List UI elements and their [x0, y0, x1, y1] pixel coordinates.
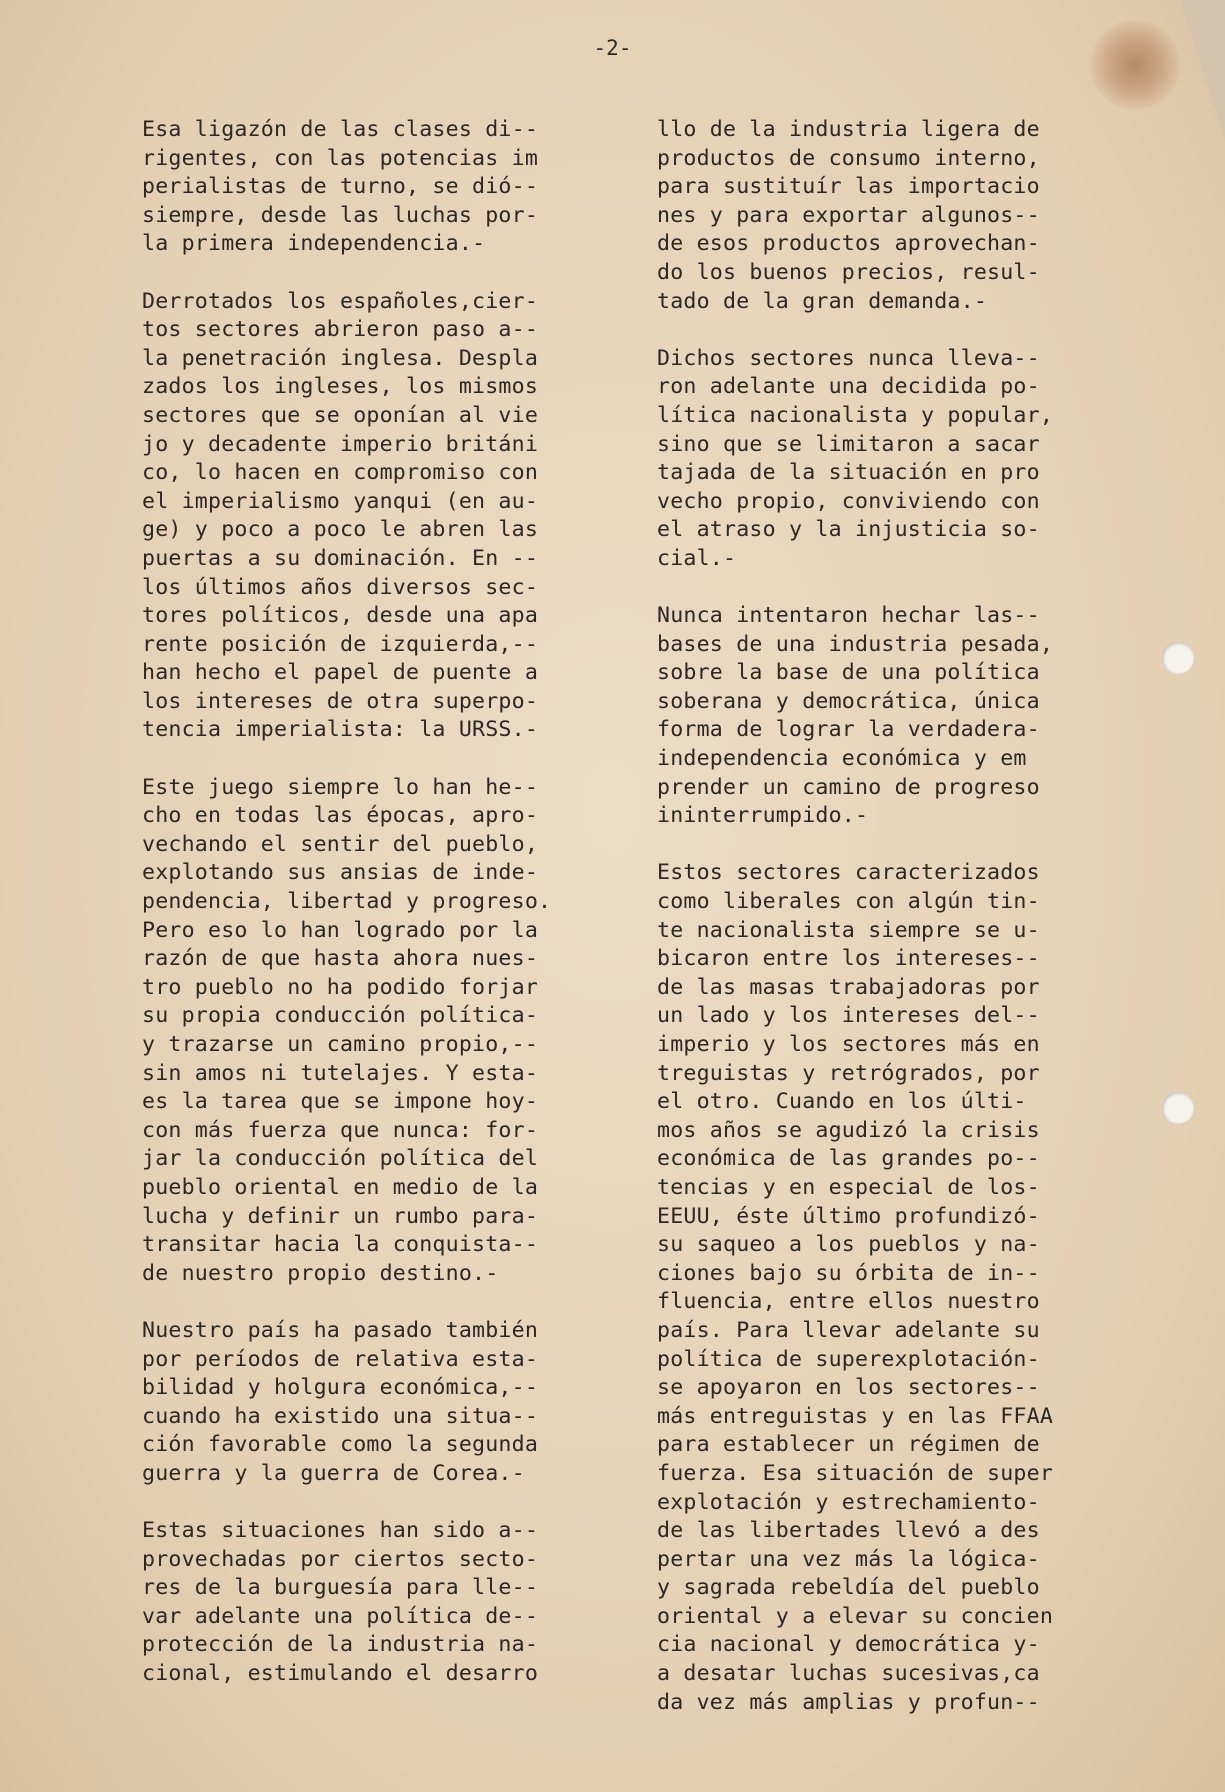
text-line: para sustituír las importacio	[657, 174, 1040, 200]
text-line: de nuestro propio destino.-	[142, 1260, 499, 1286]
text-line: explotando sus ansias de inde-	[142, 860, 539, 886]
paragraph	[142, 116, 551, 259]
text-line: explotación y estrechamiento-	[657, 1489, 1040, 1515]
text-line: con más fuerza que nunca: for-	[142, 1117, 539, 1143]
text-line: se apoyaron en los sectores--	[657, 1375, 1040, 1401]
text-column-right	[657, 116, 1053, 1746]
text-line: sobre la base de una política	[657, 660, 1040, 686]
text-line: jo y decadente imperio británi	[142, 431, 539, 457]
text-line: a desatar luchas sucesivas,ca	[657, 1661, 1040, 1687]
page-number: -2-	[593, 36, 632, 60]
text-line: protección de la industria na-	[142, 1632, 539, 1658]
text-line: da vez más amplias y profun--	[657, 1689, 1040, 1715]
text-line: razón de que hasta ahora nues-	[142, 946, 539, 972]
text-line: tos sectores abrieron paso a--	[142, 317, 539, 343]
paragraph	[142, 774, 551, 1289]
text-line: sino que se limitaron a sacar	[657, 431, 1040, 457]
text-line: forma de lograr la verdadera-	[657, 717, 1040, 743]
text-line: su saqueo a los pueblos y na-	[657, 1232, 1040, 1258]
text-line: rente posición de izquierda,--	[142, 631, 539, 657]
text-line: el imperialismo yanqui (en au-	[142, 488, 539, 514]
text-line: sin amos ni tutelajes. Y esta-	[142, 1060, 539, 1086]
text-line: Derrotados los españoles,cier-	[142, 288, 539, 314]
text-line: es la tarea que se impone hoy-	[142, 1089, 539, 1115]
text-line: ininterrumpido.-	[657, 803, 869, 829]
text-line: imperio y los sectores más en	[657, 1032, 1040, 1057]
text-line: bicaron entre los intereses--	[657, 946, 1040, 972]
text-line: país. Para llevar adelante su	[657, 1317, 1040, 1343]
text-line: pueblo oriental en medio de la	[142, 1174, 539, 1200]
text-line: bases de una industria pesada,	[657, 631, 1054, 657]
text-line: cuando ha existido una situa--	[142, 1403, 539, 1429]
text-line: el otro. Cuando en los últi-	[657, 1089, 1027, 1115]
text-line: pertar una vez más la lógica-	[657, 1546, 1040, 1572]
text-line: vecho propio, conviviendo con	[657, 488, 1040, 514]
text-line: mos años se agudizó la crisis	[657, 1117, 1040, 1143]
text-line: cial.-	[657, 545, 737, 571]
text-line: EEUU, éste último profundizó-	[657, 1203, 1040, 1229]
text-line: política de superexplotación-	[657, 1346, 1040, 1372]
text-line: lucha y definir un rumbo para-	[142, 1203, 539, 1229]
stain-mark	[1090, 20, 1180, 110]
text-line: pendencia, libertad y progreso.	[142, 889, 552, 915]
text-line: Estas situaciones han sido a--	[142, 1518, 539, 1544]
text-line: Nuestro país ha pasado también	[142, 1317, 539, 1343]
text-line: puertas a su dominación. En --	[142, 545, 539, 571]
text-line: Esa ligazón de las clases di--	[142, 117, 539, 142]
text-line: de las libertades llevó a des	[657, 1518, 1040, 1544]
paragraph	[657, 116, 1053, 316]
text-line: la penetración inglesa. Despla	[142, 345, 539, 371]
text-line: do los buenos precios, resul-	[657, 259, 1040, 285]
text-line: tencia imperialista: la URSS.-	[142, 717, 539, 743]
text-line: por períodos de relativa esta-	[142, 1346, 539, 1372]
text-line: provechadas por ciertos secto-	[142, 1546, 539, 1572]
text-line: res de la burguesía para lle--	[142, 1575, 539, 1601]
text-line: siempre, desde las luchas por-	[142, 202, 539, 228]
text-line: más entreguistas y en las FFAA	[657, 1403, 1054, 1429]
text-line: fluencia, entre ellos nuestro	[657, 1289, 1040, 1315]
text-line: como liberales con algún tin-	[657, 889, 1040, 915]
text-line: los intereses de otra superpo-	[142, 688, 539, 714]
paragraph	[657, 345, 1053, 574]
text-line: un lado y los intereses del--	[657, 1003, 1040, 1029]
text-line: llo de la industria ligera de	[657, 117, 1040, 142]
text-line: de esos productos aprovechan-	[657, 231, 1040, 257]
paragraph	[657, 859, 1053, 1717]
text-line: ge) y poco a poco le abren las	[142, 517, 539, 543]
text-line: tores políticos, desde una apa	[142, 603, 539, 629]
text-line: prender un camino de progreso	[657, 774, 1040, 800]
text-line: Nunca intentaron hechar las--	[657, 603, 1040, 629]
text-line: lítica nacionalista y popular,	[657, 402, 1054, 428]
text-line: el atraso y la injusticia so-	[657, 517, 1040, 543]
text-line: jar la conducción política del	[142, 1146, 539, 1172]
text-line: tajada de la situación en pro	[657, 460, 1040, 486]
text-line: Pero eso lo han logrado por la	[142, 917, 539, 943]
text-line: para establecer un régimen de	[657, 1432, 1040, 1458]
text-line: var adelante una política de--	[142, 1603, 539, 1629]
text-line: los últimos años diversos sec-	[142, 574, 539, 600]
text-line: de las masas trabajadoras por	[657, 974, 1040, 1000]
text-line: zados los ingleses, los mismos	[142, 374, 539, 400]
text-line: tro pueblo no ha podido forjar	[142, 974, 539, 1000]
text-line: guerra y la guerra de Corea.-	[142, 1460, 525, 1486]
text-line: soberana y democrática, única	[657, 688, 1040, 714]
text-line: ciones bajo su órbita de in--	[657, 1260, 1040, 1286]
text-line: te nacionalista siempre se u-	[657, 917, 1040, 943]
text-line: cho en todas las épocas, apro-	[142, 803, 539, 829]
text-line: vechando el sentir del pueblo,	[142, 831, 539, 857]
text-line: independencia económica y em	[657, 746, 1027, 772]
text-line: su propia conducción política-	[142, 1003, 539, 1029]
text-line: y trazarse un camino propio,--	[142, 1032, 539, 1057]
text-line: han hecho el papel de puente a	[142, 660, 539, 686]
text-line: productos de consumo interno,	[657, 145, 1040, 171]
text-line: ción favorable como la segunda	[142, 1432, 539, 1458]
text-line: y sagrada rebeldía del pueblo	[657, 1575, 1040, 1601]
text-line: treguistas y retrógrados, por	[657, 1060, 1040, 1086]
text-line: rigentes, con las potencias im	[142, 145, 539, 171]
text-line: Este juego siempre lo han he--	[142, 774, 539, 800]
text-line: económica de las grandes po--	[657, 1146, 1040, 1172]
paragraph	[142, 1317, 551, 1489]
paragraph	[142, 1517, 551, 1689]
text-line: nes y para exportar algunos--	[657, 202, 1040, 228]
paragraph	[657, 602, 1053, 831]
text-line: perialistas de turno, se dió--	[142, 174, 539, 200]
text-line: cional, estimulando el desarro	[142, 1661, 539, 1687]
text-column-left	[142, 116, 551, 1717]
text-line: ron adelante una decidida po-	[657, 374, 1040, 400]
text-line: sectores que se oponían al vie	[142, 402, 539, 428]
punch-hole-lower	[1162, 1092, 1194, 1124]
text-line: fuerza. Esa situación de super	[657, 1460, 1054, 1486]
torn-corner	[1180, 0, 1225, 140]
text-line: transitar hacia la conquista--	[142, 1232, 539, 1258]
text-line: Estos sectores caracterizados	[657, 860, 1040, 886]
text-line: co, lo hacen en compromiso con	[142, 460, 539, 486]
text-line: la primera independencia.-	[142, 231, 486, 257]
text-line: Dichos sectores nunca lleva--	[657, 345, 1040, 371]
text-line: tado de la gran demanda.-	[657, 288, 988, 314]
text-line: oriental y a elevar su concien	[657, 1603, 1054, 1629]
paragraph	[142, 288, 551, 746]
text-line: bilidad y holgura económica,--	[142, 1375, 539, 1401]
text-line: cia nacional y democrática y-	[657, 1632, 1040, 1658]
punch-hole-upper	[1162, 642, 1194, 674]
text-line: tencias y en especial de los-	[657, 1174, 1040, 1200]
